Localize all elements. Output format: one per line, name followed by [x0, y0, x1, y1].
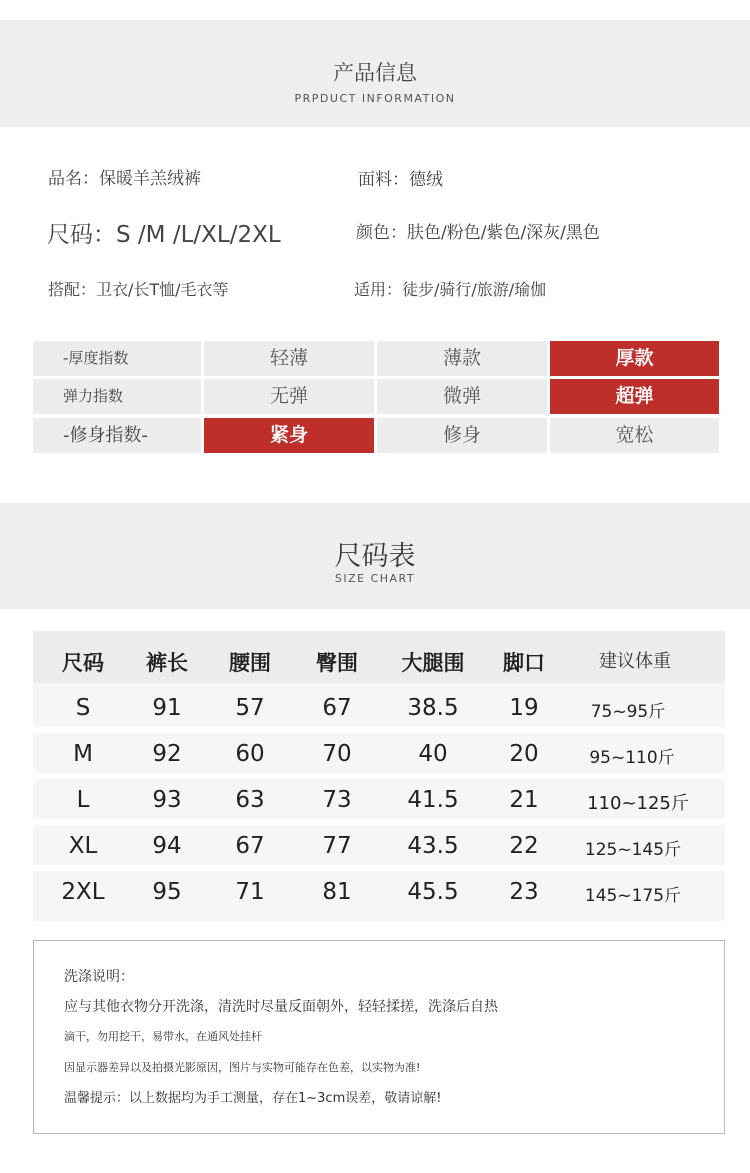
thigh-cell: 41.5: [407, 787, 459, 813]
elasticity-option-super: 超弹: [550, 379, 719, 414]
waist-cell: 57: [235, 695, 265, 721]
elasticity-label: 弹力指数: [33, 379, 201, 414]
wash-note-1: 因显示器差异以及拍摄光影原因，图片与实物可能存在色差，以实物为准!: [64, 1061, 421, 1074]
thigh-cell: 38.5: [407, 695, 459, 721]
column-header-weight: 建议体重: [599, 651, 671, 672]
table-row: [33, 825, 725, 865]
size-chart-head-row: [33, 631, 725, 683]
table-row: [33, 687, 725, 727]
thickness-label: -厚度指数: [33, 341, 201, 376]
column-header-hem: 脚口: [503, 651, 545, 675]
size-chart-table: [33, 631, 725, 921]
table-row: [33, 779, 725, 819]
wash-note-2: 温馨提示：以上数据均为手工测量，存在1~3cm误差，敬请谅解!: [64, 1091, 442, 1106]
weight-cell: 95~110斤: [589, 748, 675, 768]
size-cell: M: [73, 741, 93, 767]
column-header-thigh: 大腿围: [401, 651, 465, 675]
thigh-cell: 43.5: [407, 833, 459, 859]
size-chart-header: [0, 503, 750, 609]
elasticity-option-slight: 微弹: [377, 379, 547, 414]
weight-cell: 110~125斤: [587, 793, 689, 814]
weight-cell: 145~175斤: [584, 886, 682, 906]
wash-line-2: 滴干，勿用挖干，易带水，在通风处挂杆: [64, 1030, 262, 1043]
table-row: [33, 733, 725, 773]
product-sizes: 尺码：S /M /L/XL/2XL: [47, 222, 281, 248]
fit-option-tight: 紧身: [204, 418, 374, 453]
waist-cell: 71: [235, 879, 265, 905]
product-info-title: 产品信息: [333, 61, 417, 85]
table-row: [33, 871, 725, 911]
product-match: 搭配：卫衣/长T恤/毛衣等: [48, 280, 229, 299]
fit-label: -修身指数-: [33, 418, 201, 453]
product-fabric: 面料：德绒: [358, 170, 443, 190]
thickness-option-thin: 轻薄: [204, 341, 374, 376]
product-colors: 颜色：肤色/粉色/紫色/深灰/黑色: [356, 223, 600, 243]
product-info-header: [0, 20, 750, 127]
hem-cell: 22: [509, 833, 539, 859]
size-chart-title: 尺码表: [334, 541, 416, 572]
thickness-option-thick: 厚款: [550, 341, 719, 376]
hip-cell: 77: [322, 833, 352, 859]
hip-cell: 81: [322, 879, 352, 905]
thickness-option-medium: 薄款: [377, 341, 547, 376]
product-info-subtitle: PRPDUCT INFORMATION: [294, 92, 456, 105]
length-cell: 91: [152, 695, 182, 721]
size-cell: S: [75, 695, 91, 721]
size-chart-subtitle: SIZE CHART: [334, 572, 416, 585]
hem-cell: 20: [509, 741, 539, 767]
hem-cell: 19: [509, 695, 539, 721]
washing-instructions: [33, 940, 725, 1134]
elasticity-option-none: 无弹: [204, 379, 374, 414]
wash-line-1: 应与其他衣物分开洗涤，清洗时尽量反面朝外，轻轻揉搓，洗涤后自热: [64, 999, 498, 1015]
column-header-length: 裤长: [146, 651, 188, 675]
weight-cell: 125~145斤: [584, 840, 682, 860]
length-cell: 95: [152, 879, 182, 905]
length-cell: 92: [152, 741, 182, 767]
column-header-size: 尺码: [62, 651, 104, 675]
product-name: 品名：保暖羊羔绒裤: [48, 169, 201, 189]
product-usage: 适用：徒步/骑行/旅游/瑜伽: [354, 280, 547, 299]
hip-cell: 70: [322, 741, 352, 767]
weight-cell: 75~95斤: [590, 702, 666, 722]
size-cell: 2XL: [61, 879, 105, 905]
hem-cell: 21: [509, 787, 539, 813]
size-cell: XL: [68, 833, 98, 859]
column-header-hip: 臀围: [316, 651, 358, 675]
fit-option-slim: 修身: [377, 418, 547, 453]
waist-cell: 60: [235, 741, 265, 767]
thigh-cell: 45.5: [407, 879, 459, 905]
size-cell: L: [76, 787, 90, 813]
waist-cell: 63: [235, 787, 265, 813]
hip-cell: 67: [322, 695, 352, 721]
column-header-waist: 腰围: [229, 651, 271, 675]
hip-cell: 73: [322, 787, 352, 813]
length-cell: 93: [152, 787, 182, 813]
hem-cell: 23: [509, 879, 539, 905]
index-table: [33, 341, 719, 453]
thigh-cell: 40: [418, 741, 448, 767]
fit-option-loose: 宽松: [550, 418, 719, 453]
wash-title: 洗涤说明：: [64, 969, 134, 985]
length-cell: 94: [152, 833, 182, 859]
waist-cell: 67: [235, 833, 265, 859]
